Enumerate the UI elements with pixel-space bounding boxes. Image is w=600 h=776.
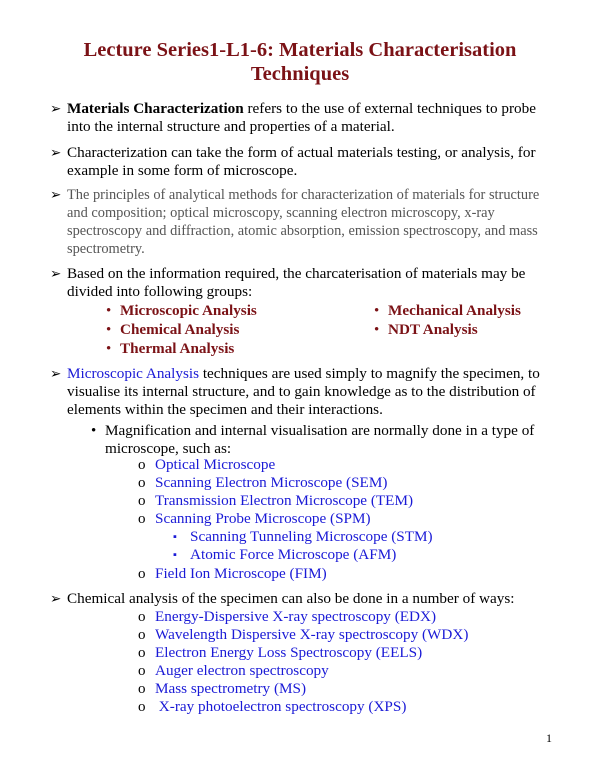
title-line-1: Lecture Series1-L1-6: Materials Characterisation: [83, 39, 517, 61]
bullet-groups: Based on the information required, the charcaterisation of materials may be divided into following groups:: [67, 265, 526, 300]
circle-bullet-icon: o: [138, 457, 146, 473]
title-line-2: Techniques: [250, 63, 350, 85]
group-ndt: NDT Analysis: [388, 321, 478, 338]
bullet-characterization: Characterization can take the form of actual materials testing, or analysis, for example in some form of microscope.: [67, 144, 536, 179]
definition-text: refers to the use of external techniques to probe into the internal structure and properties of a material.: [67, 100, 536, 135]
microscope-afm[interactable]: Atomic Force Microscope (AFM): [190, 546, 397, 563]
chem-eels[interactable]: Electron Energy Loss Spectroscopy (EELS): [155, 644, 423, 661]
circle-bullet-icon: o: [138, 609, 146, 625]
microscopy-intro: Magnification and internal visualisation are normally done in a type of microscope, such as:: [105, 422, 535, 457]
group-chemical: Chemical Analysis: [120, 321, 240, 338]
microscope-sem[interactable]: Scanning Electron Microscope (SEM): [155, 474, 388, 491]
dot-bullet-icon: •: [106, 303, 112, 319]
microscope-fim[interactable]: Field Ion Microscope (FIM): [155, 565, 327, 582]
circle-bullet-icon: o: [138, 511, 146, 527]
chem-wdx[interactable]: Wavelength Dispersive X-ray spectroscopy (WDX): [155, 626, 469, 643]
chem-auger[interactable]: Auger electron spectroscopy: [155, 662, 329, 679]
dot-bullet-icon: •: [374, 303, 380, 319]
microscope-tem[interactable]: Transmission Electron Microscope (TEM): [155, 492, 414, 509]
microscope-optical[interactable]: Optical Microscope: [155, 456, 276, 473]
chem-edx[interactable]: Energy-Dispersive X-ray spectroscopy (EDX): [155, 608, 437, 625]
microscopic-analysis-link[interactable]: Microscopic Analysis: [67, 365, 200, 382]
bullet-definition: [67, 100, 557, 136]
arrow-bullet-icon: ➢: [50, 366, 62, 381]
circle-bullet-icon: o: [138, 699, 146, 715]
bullet-microscopic-analysis: [67, 365, 557, 419]
circle-bullet-icon: o: [138, 681, 146, 697]
microscope-stm[interactable]: Scanning Tunneling Microscope (STM): [190, 528, 433, 545]
dot-bullet-icon: •: [374, 322, 380, 338]
microscopic-analysis-text: techniques are used simply to magnify the specimen, to visualise its internal structure, and to gain knowledge as to the distribution of elements within the specimen and their interactions.: [67, 365, 540, 418]
dot-bullet-icon: •: [106, 322, 112, 338]
arrow-bullet-icon: ➢: [50, 187, 62, 202]
circle-bullet-icon: o: [138, 493, 146, 509]
bullet-chemical-analysis: Chemical analysis of the specimen can also be done in a number of ways:: [67, 590, 515, 607]
square-bullet-icon: ▪: [173, 531, 177, 543]
arrow-bullet-icon: ➢: [50, 101, 62, 116]
bullet-principles: The principles of analytical methods for characterization of materials for structure and composition; optical microscopy, scanning electron microscopy, x-ray spectroscopy and diffraction, atomic absorption, emission spectroscopy, and mass spectrometry.: [67, 187, 540, 257]
circle-bullet-icon: o: [138, 645, 146, 661]
arrow-bullet-icon: ➢: [50, 266, 62, 281]
circle-bullet-icon: o: [138, 475, 146, 491]
group-thermal: Thermal Analysis: [120, 340, 235, 357]
page-title: [0, 38, 600, 86]
group-microscopic: Microscopic Analysis: [120, 302, 257, 319]
circle-bullet-icon: o: [138, 627, 146, 643]
square-bullet-icon: ▪: [173, 549, 177, 561]
microscope-spm[interactable]: Scanning Probe Microscope (SPM): [155, 510, 371, 527]
circle-bullet-icon: o: [138, 566, 146, 582]
group-mechanical: Mechanical Analysis: [388, 302, 521, 319]
arrow-bullet-icon: ➢: [50, 591, 62, 606]
dot-bullet-icon: •: [106, 341, 112, 357]
page-number: 1: [546, 731, 552, 745]
chem-ms[interactable]: Mass spectrometry (MS): [155, 680, 307, 697]
chem-xps[interactable]: X-ray photoelectron spectroscopy (XPS): [155, 698, 407, 715]
definition-term: Materials Characterization: [67, 100, 244, 117]
circle-bullet-icon: o: [138, 663, 146, 679]
dot-bullet-icon: •: [91, 423, 97, 439]
arrow-bullet-icon: ➢: [50, 145, 62, 160]
